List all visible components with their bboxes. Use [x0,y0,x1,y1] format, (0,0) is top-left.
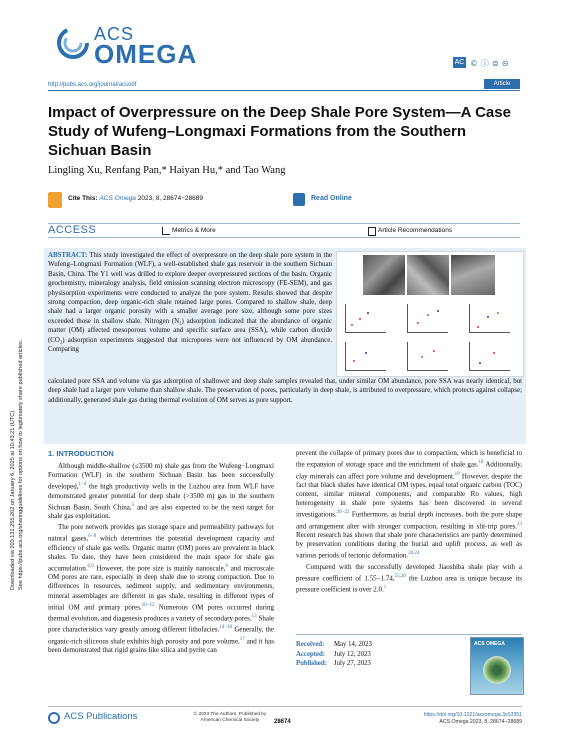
bar-chart-icon [162,227,170,235]
toc-plot-2 [407,304,448,333]
download-notice-line2[interactable]: See https://pubs.acs.org/sharingguidelines for options on how to legitimately share published articles. [18,339,24,590]
citation-ref[interactable]: 20,24 [408,551,420,557]
toc-plot-1 [345,304,386,333]
received-label: Received: [296,641,325,648]
citation-ref[interactable]: 14−16 [219,625,233,631]
accepted-label: Accepted: [296,650,326,658]
cover-artwork [483,656,511,684]
citation-ref[interactable]: 17 [239,636,245,642]
citation-ref[interactable]: 1−4 [78,482,87,488]
toc-graphic[interactable] [336,251,524,377]
acs-publications-logo[interactable]: ACS Publications [64,711,138,722]
citation-ref[interactable]: 13 [251,614,257,620]
intro-paragraph-3: Compared with the successfully developed Jiaoshiba shale play with a pressure coefficient of 1.55−1.74,$^{25,26}$ the Luzhou area is unique because its pressure coefficient is over 2.0.$^1$ [296,562,522,594]
article-type-tag: Article [484,79,520,89]
access-divider-top [48,223,520,224]
doi-block [410,712,522,725]
citation-ref[interactable]: 10−12 [141,602,155,608]
citation-ref[interactable]: 1 [383,585,387,591]
citation-bar [48,190,520,210]
received-date: May 14, 2023 [334,641,372,648]
document-icon [368,227,376,236]
citation-ref[interactable]: 19 [454,471,460,477]
sem-image-1 [363,255,405,295]
authors-text: Lingling Xu, Renfang Pan,* Haiyan Hu,* and Tao Wang [48,165,286,176]
download-notice-line1: Downloaded via 203.131.255.202 on January 6, 2025 at 10:43:21 (UTC). [10,409,16,590]
author-list [48,165,285,176]
accepted-date: July 12, 2023 [334,650,371,658]
citation-ref[interactable]: 5 [131,502,135,508]
cite-reference: 2023, 8, 28674−28689 [137,195,203,202]
cite-icon[interactable] [48,192,62,208]
abstract-text-bottom: calculated pore SSA and volume via gas adsorption of shallower and deep shale samples revealed that, under similar OM abundance, pore SSA was nearly identical, but deep shale had a larger pore volume than shallow shale. The preservation of pores, particularly in deep shale, is attributed to overpressure, which protects against collapse; additionally, generated shale gas during thermal evolution of OM serves as pore support. [48,378,522,404]
abstract-label: ABSTRACT: [48,252,88,259]
publication-dates [296,640,372,669]
dates-divider [296,634,522,635]
journal-url-link[interactable]: http://pubs.acs.org/journal/acsodf [48,82,137,88]
access-divider-bottom [48,237,520,238]
citation-ref[interactable]: 6 [225,563,229,569]
journal-cover-thumbnail[interactable] [470,637,524,695]
abstract-text-top [48,251,332,354]
license-icons: ©ⓘ⊜⊝ [470,59,512,68]
open-access-badge[interactable]: AC [454,59,465,66]
intro-paragraph-1: Although middle-shallow (≤3500 m) shale gas from the Wufeng−Longmaxi Formation (WLF) in the southern Sichuan Basin has been successfully developed,$^{1-4}$ the high productivity wells in the Luzhou area from WLF have demonstrated greater potential for deep shale (>3500 m) gas in the southern Sichuan Basin, South China,$^5$ and are also expected to be the next target for shale gas exploitation. [48,462,274,521]
read-online-icon [293,193,305,206]
header-divider [48,90,520,91]
toc-plot-6 [469,342,510,371]
toc-plot-3 [469,304,510,333]
doi-reference: ACS Omega 2023, 8, 28674−28689 [439,718,522,725]
page-number: 28674 [274,719,291,725]
body-column-right [296,449,522,597]
copyright-notice: © 2023 The Authors. Published by American Chemical Society [193,712,267,723]
access-label: ACCESS [48,224,97,236]
cite-journal-link[interactable]: ACS Omega [99,195,136,202]
published-label: Published: [296,660,327,667]
toc-plot-5 [407,342,448,371]
sem-image-2 [407,255,449,295]
published-date: July 27, 2023 [334,660,371,667]
intro-paragraph-2-continued: prevent the collapse of primary pores due to compaction, which is beneficial to the expansion of storage space and the enrichment of shale gas.$^{18}$ Additionally, clay minerals can affect pore volume and development.$^{19}$ However, despite the fact that black shales have identical OM types, equal total organic carbon (TOC) content, similar mineral components, and comparable Ro values, high heterogeneity in shale pore systems has been discovered in several investigations.$^{20-22}$ Furthermore, as burial depth increases, both the pore shape and arrangement alter with stronger compaction, resulting in slit-trip pores.$^{23}$ Recent research has shown that shale pore characteristics are partly determined by preservation conditions during the burial and uplift process, as well as various periods of tectonic deformation.$^{20,24}$ [296,449,522,560]
download-notice [6,170,28,590]
citation-ref[interactable]: 23 [517,521,522,527]
article-recommendations-link[interactable]: Article Recommendations [378,227,453,234]
doi-link[interactable]: https://doi.org/10.1021/acsomega.3c03351 [423,712,522,718]
metrics-link[interactable]: Metrics & More [172,227,216,234]
read-online-label: Read Online [311,195,352,202]
body-column-left [48,462,274,657]
acs-omega-ring-icon [56,26,90,60]
citation-ref[interactable]: 6,9 [87,563,94,569]
section-heading-introduction: 1. INTRODUCTION [48,449,114,458]
sem-image-3 [451,255,495,295]
citation-ref[interactable]: 6−8 [88,534,97,540]
cover-title: ACS OMEGA [474,641,505,647]
logo-acs-text: ACS [94,24,135,44]
journal-logo [56,22,206,69]
toc-plot-4 [345,342,386,371]
citation-ref[interactable]: 25,26 [394,573,406,579]
read-online-button[interactable] [293,192,368,208]
citation-text [68,195,203,202]
logo-omega-text: OMEGA [94,39,198,69]
cite-label: Cite This: [68,195,98,202]
intro-paragraph-2: The pore network provides gas storage space and permeability pathways for natural gases,$^{6-8}$ which determines the potential development capacity and efficiency of shale gas wells. Organic matter (OM) pores are prevalent in black shales. To date, they have been considered the main space for shale gas accumulation.$^{6,9}$ However, the pore size is mainly nanoscale,$^6$ and microscale OM pores are rare, especially in deep shale due to strong compaction. Due to differences in resources, sediment supply, and sedimentary environments, mineral assemblages are different in gas shale, resulting in different types of initial OM and primary pores.$^{10-12}$ Numerous OM pores occurred during thermal evolution, and diagenesis produces a variety of secondary pores.$^{13}$ Shale pore characteristics vary greatly among different lithofacies.$^{14-16}$ Generally, the organic-rich siliceous shale exhibits high porosity and pore volume,$^{17}$ and it has been demonstrated that rigid grains like silica and pyrite can [48,523,274,655]
citation-ref[interactable]: 20−22 [336,510,350,516]
acs-publications-icon [48,712,60,724]
article-title: Impact of Overpressure on the Deep Shale Pore System—A Case Study of Wufeng–Longmaxi Formations from the Southern Sichuan Basin [48,104,511,159]
abstract-part1: This study investigated the effect of overpressure on the deep shale pore system in the Wufeng–Longmaxi Formation (WLF), a well-established shale gas reservoir in the southern Sichuan Basin, China. The Y1 well was drilled to explore deeper overpressured sections of the basin. Organic geochemistry, mineralogy analysis, field emission scanning electron microscopy (FE-SEM), and gas physisorption experiments were conducted to analyze the pore system. Results showed that despite strong compaction, deep organic-rich shale retained large pores. Compared to shallow shale, deep shale had a larger organic porosity with a smaller average pore size, although some pore sizes exceeded those in shallow shale. Nitrogen (N₂) adsorption indicated that the abundance of organic matter (OM) affected mesoporous volume and specific surface area (SSA), while carbon dioxide (CO₂) adsorption experiments suggested that micropores were not influenced by OM abundance. Comparing [48,252,332,354]
footer-divider [48,706,522,707]
citation-ref[interactable]: 18 [478,460,484,466]
